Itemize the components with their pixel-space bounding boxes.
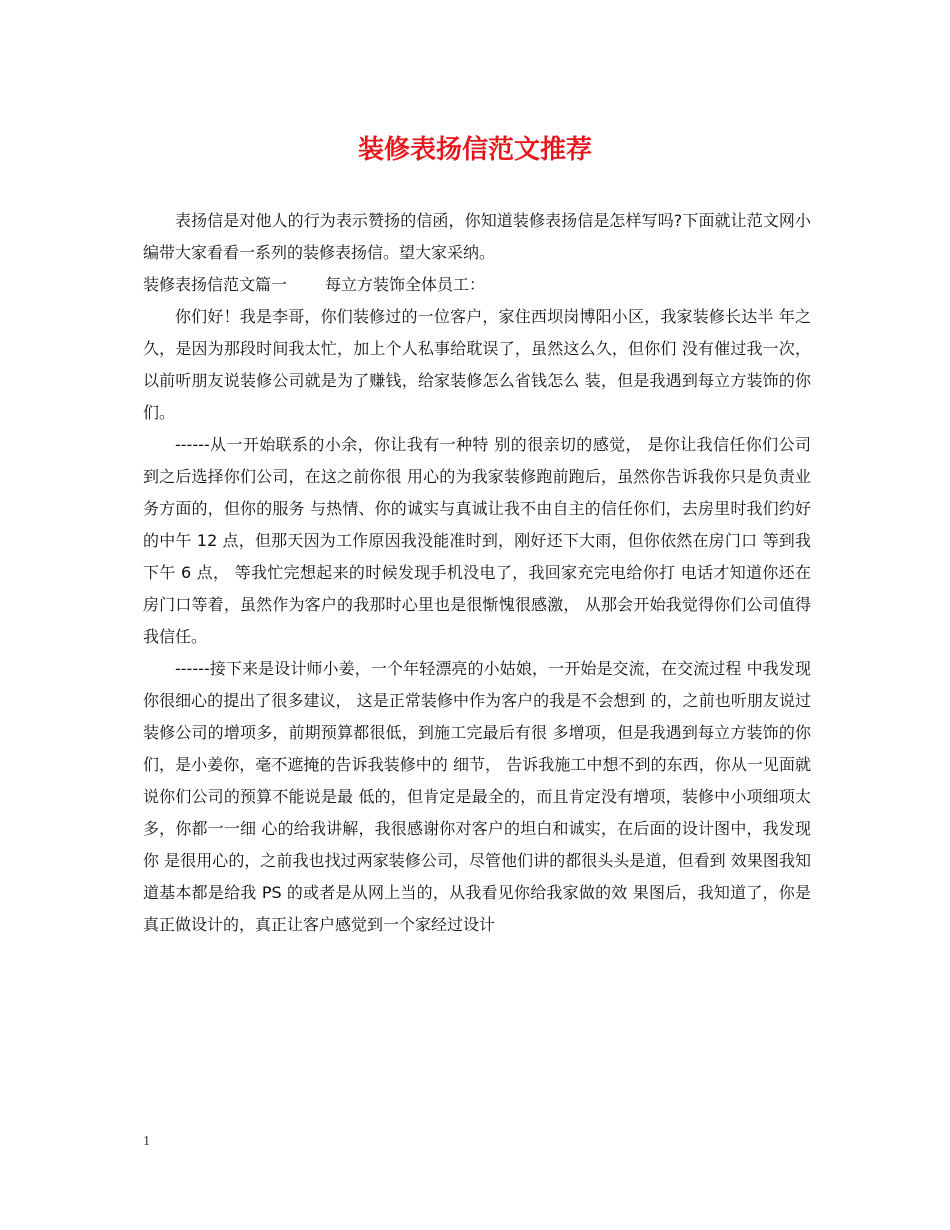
salutation: 每立方装饰全体员工： <box>325 275 486 294</box>
document-title: 装修表扬信范文推荐 <box>357 135 592 165</box>
document-body <box>143 205 811 941</box>
page-number: 1 <box>143 1134 150 1149</box>
body-paragraph: 你们好！我是李哥，你们装修过的一位客户，家住西坝岗博阳小区，我家装修长达半 年之久，是因为那段时间我太忙，加上个人私事给耽误了，虽然这么久，但你们 没有催过我一次， 以前听朋友说装修公司就是为了赚钱，给家装修怎么省钱怎么 装，但是我遇到每立方装饰的你们。 <box>143 307 811 422</box>
section-heading: 装修表扬信范文篇一 <box>143 275 288 294</box>
intro-paragraph: 表扬信是对他人的行为表示赞扬的信函，你知道装修表扬信是怎样写吗?下面就让范文网小编带大家看看一系列的装修表扬信。望大家采纳。 <box>143 211 811 262</box>
body-paragraph: ------接下来是设计师小姜，一个年轻漂亮的小姑娘，一开始是交流，在交流过程 中我发现你很细心的提出了很多建议， 这是正常装修中作为客户的我是不会想到 的，之前也听朋友说过装修公司的增项多，前期预算都很低，到施工完最后有很 多增项，但是我遇到每立方装饰的你们，是小姜你，毫不遮掩的告诉我装修中的 细节， 告诉我施工中想不到的东西，你从一见面就说你们公司的预算不能说是最 低的，但肯定是最全的，而且肯定没有增项，装修中小项细项太多，你都一一细 心的给我讲解，我很感谢你对客户的坦白和诚实，在后面的设计图中，我发现你 是很用心的，之前我也找过两家装修公司，尽管他们讲的都很头头是道，但看到 效果图我知道基本都是给我 PS 的或者是从网上当的，从我看见你给我家做的效 果图后，我知道了，你是真正做设计的，真正让客户感觉到一个家经过设计 <box>143 659 811 934</box>
body-paragraph: ------从一开始联系的小余，你让我有一种特 别的很亲切的感觉， 是你让我信任你们公司到之后选择你们公司，在这之前你很 用心的为我家装修跑前跑后，虽然你告诉我你只是负责业务方面的，但你的服务 与热情、你的诚实与真诚让我不由自主的信任你们，去房里时我们约好的中午 12 点，但那天因为工作原因我没能准时到，刚好还下大雨，但你依然在房门口 等到我下午 6 点， 等我忙完想起来的时候发现手机没电了，我回家充完电给你打 电话才知道你还在房门口等着，虽然作为客户的我那时心里也是很惭愧很感激， 从那会开始我觉得你们公司值得我信任。 <box>143 435 811 646</box>
section-heading-line <box>143 269 811 301</box>
